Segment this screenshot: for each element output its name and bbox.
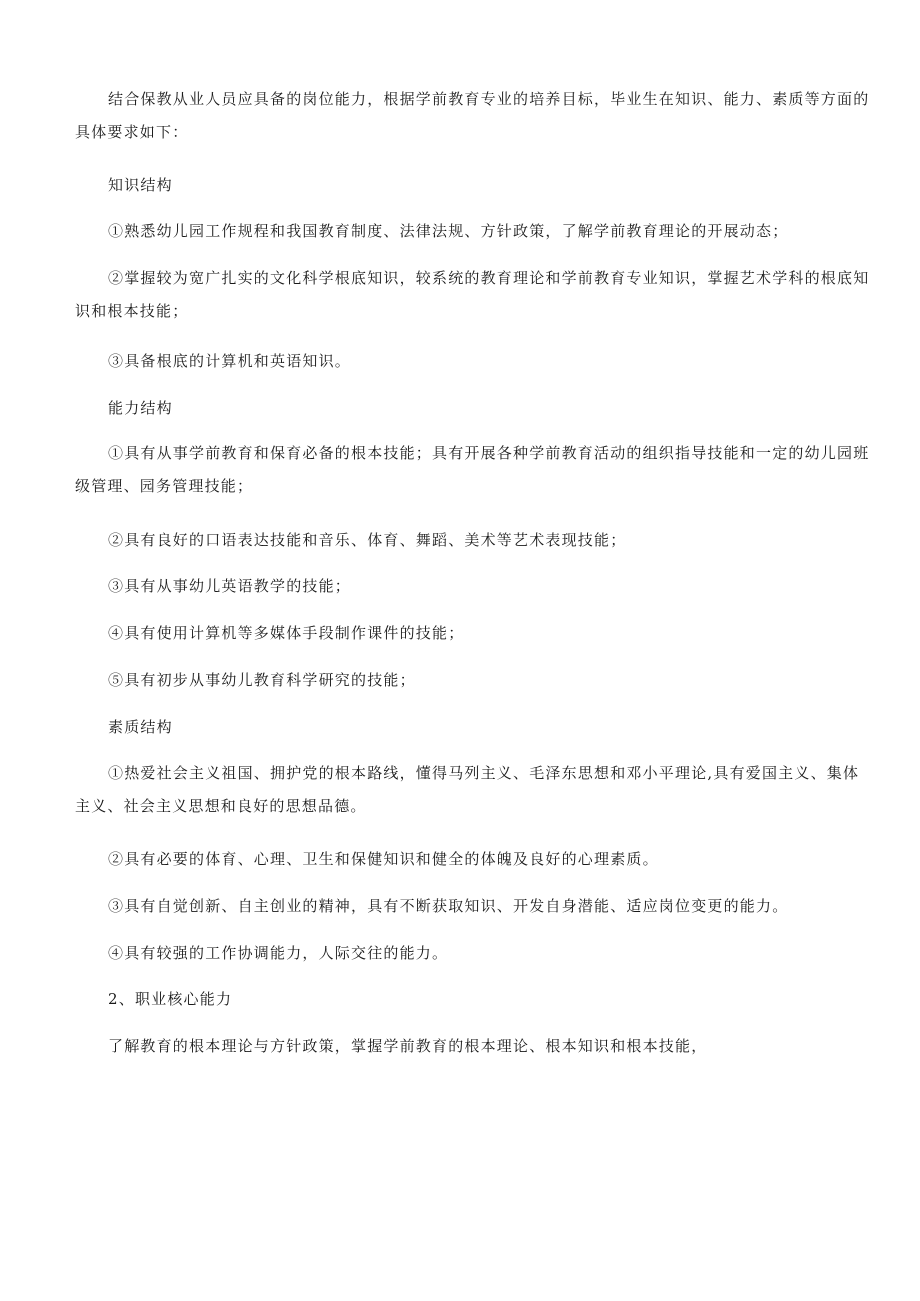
quality-item-4: ④具有较强的工作协调能力，人际交往的能力。 xyxy=(108,944,449,962)
quality-item-1: ①热爱社会主义祖国、拥护党的根本路线，懂得马列主义、毛泽东思想和邓小平理论,具有爱国主义、集体主义、社会主义思想和良好的思想品德。 xyxy=(75,764,860,815)
ability-item-5: ⑤具有初步从事幼儿教育科学研究的技能； xyxy=(108,671,416,689)
section-heading-core-ability: 2、职业核心能力 xyxy=(108,990,233,1008)
section-heading-quality: 素质结构 xyxy=(108,718,173,736)
section-heading-ability: 能力结构 xyxy=(108,399,173,417)
quality-item-2: ②具有必要的体育、心理、卫生和保健知识和健全的体魄及良好的心理素质。 xyxy=(108,850,659,868)
quality-item-3: ③具有自觉创新、自主创业的精神，具有不断获取知识、开发自身潜能、适应岗位变更的能力。 xyxy=(108,897,789,915)
ability-item-4: ④具有使用计算机等多媒体手段制作课件的技能； xyxy=(108,624,465,642)
ability-item-2: ②具有良好的口语表达技能和音乐、体育、舞蹈、美术等艺术表现技能； xyxy=(108,531,627,549)
knowledge-item-2: ②掌握较为宽广扎实的文化科学根底知识，较系统的教育理论和学前教育专业知识，掌握艺术学科的根底知识和根本技能； xyxy=(75,269,870,320)
knowledge-item-3: ③具备根底的计算机和英语知识。 xyxy=(108,352,352,370)
section-heading-knowledge: 知识结构 xyxy=(108,176,173,194)
intro-paragraph: 结合保教从业人员应具备的岗位能力，根据学前教育专业的培养目标，毕业生在知识、能力、素质等方面的具体要求如下： xyxy=(75,90,870,141)
core-ability-paragraph: 了解教育的根本理论与方针政策，掌握学前教育的根本理论、根本知识和根本技能， xyxy=(108,1037,708,1055)
ability-item-3: ③具有从事幼儿英语教学的技能； xyxy=(108,577,352,595)
ability-item-1: ①具有从事学前教育和保育必备的根本技能；具有开展各种学前教育活动的组织指导技能和一定的幼儿园班级管理、园务管理技能； xyxy=(75,444,870,495)
knowledge-item-1: ①熟悉幼儿园工作规程和我国教育制度、法律法规、方针政策，了解学前教育理论的开展动态； xyxy=(108,222,789,240)
